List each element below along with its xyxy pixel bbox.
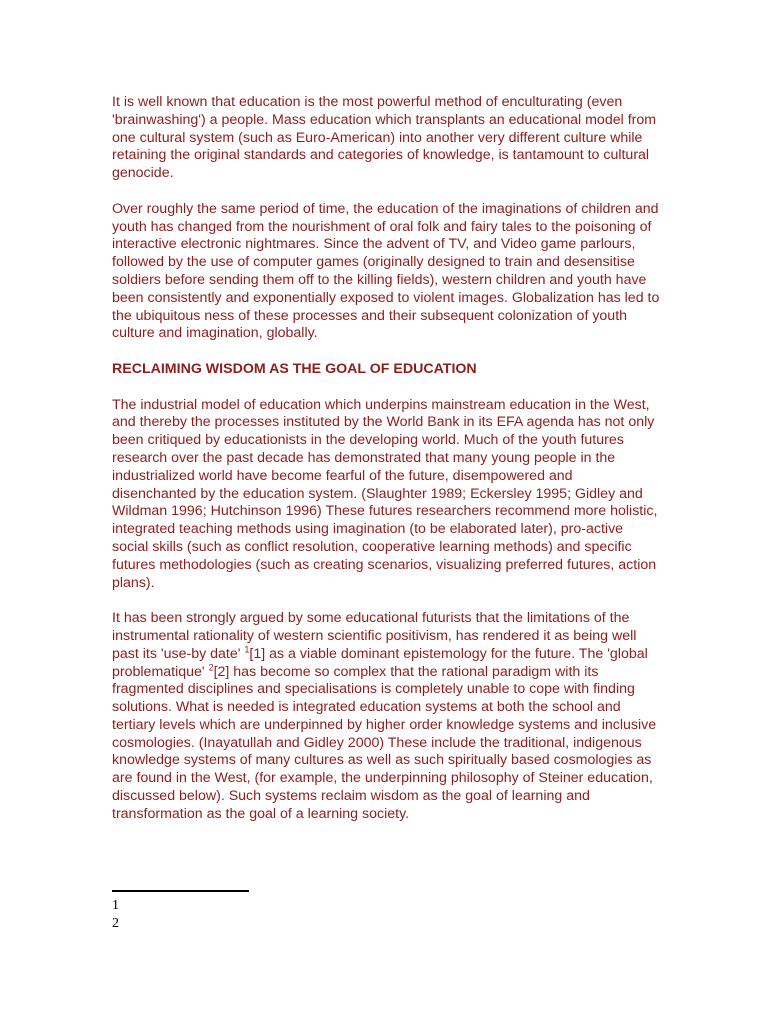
section-heading: RECLAIMING WISDOM AS THE GOAL OF EDUCATION <box>112 360 477 377</box>
paragraph-4 <box>112 610 660 824</box>
footnote-ref-2[interactable]: 2 <box>208 661 214 672</box>
footnote-2: 2 <box>112 916 119 931</box>
paragraph-1: It is well known that education is the most powerful method of enculturating (even 'brainwashing') a people. Mass education which transplants an educational model from one cultural system (such as Euro-American) into another very different culture while retaining the original standards and categories of knowledge, is tantamount to cultural genocide. <box>112 94 657 182</box>
footnote-1: 1 <box>112 898 119 913</box>
paragraph-2: Over roughly the same period of time, the education of the imaginations of children and youth has changed from the nourishment of oral folk and fairy tales to the poisoning of interactive electronic nightmares. Since the advent of TV, and Video game parlours, followed by the use of computer games (originally designed to train and desensitise soldiers before sending them off to the killing fields), western children and youth have been consistently and exponentially exposed to violent images. Globalization has led to the ubiquitous ness of these processes and their subsequent colonization of youth culture and imagination, globally. <box>112 200 660 342</box>
footnote-separator <box>112 890 249 892</box>
paragraph-4-part-b: [1] as a viable dominant epistemology for the future. The 'global problematique' <box>112 645 648 680</box>
paragraph-4-part-a: It has been strongly argued by some educational futurists that the limitations of the instrumental rationality of western scientific positivism, has rendered it as being well past its 'use-by date' <box>112 610 637 662</box>
document-body <box>112 94 660 841</box>
paragraph-4-part-c: [2] has become so complex that the rational paradigm with its fragmented disciplines and specialisations is completely unable to cope with finding solutions. What is needed is integrated education systems at both the school and tertiary levels which are underpinned by higher order knowledge systems and inclusive cosmologies. (Inayatullah and Gidley 2000) These include the traditional, indigenous knowledge systems of many cultures as well as such spiritually based cosmologies as are found in the West, (for example, the underpinning philosophy of Steiner education, discussed below). Such systems reclaim wisdom as the goal of learning and transformation as the goal of a learning society. <box>112 663 657 822</box>
footnotes <box>112 897 119 933</box>
paragraph-3: The industrial model of education which underpins mainstream education in the West, and thereby the processes instituted by the World Bank in its EFA agenda has not only been critiqued by educationists in the developing world. Much of the youth futures research over the past decade has demonstrated that many young people in the industrialized world have become fearful of the future, disempowered and disenchanted by the education system. (Slaughter 1989; Eckersley 1995; Gidley and Wildman 1996; Hutchinson 1996) These futures researchers recommend more holistic, integrated teaching methods using imagination (to be elaborated later), pro-active social skills (such as conflict resolution, cooperative learning methods) and specific futures methodologies (such as creating scenarios, visualizing preferred futures, action plans). <box>112 396 658 591</box>
footnote-ref-1[interactable]: 1 <box>244 643 250 654</box>
